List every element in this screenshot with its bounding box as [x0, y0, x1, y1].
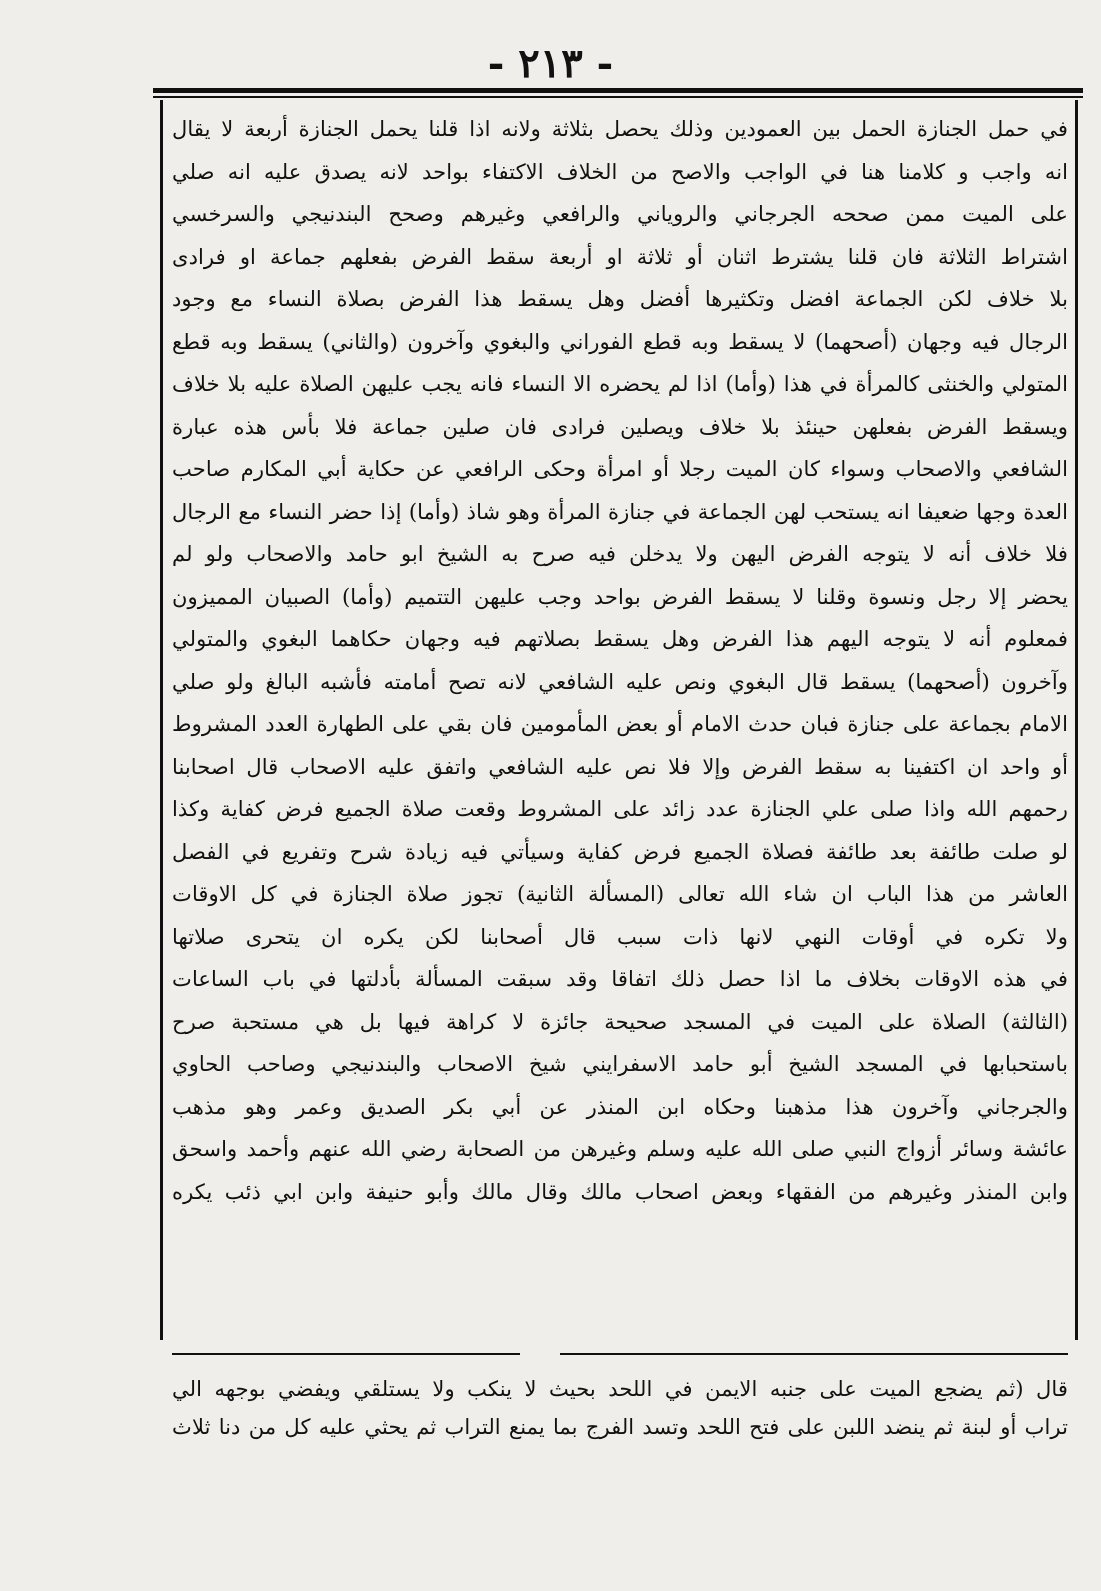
text-line: لو صلت طائفة بعد طائفة فصلاة الجميع فرض كفاية وسيأتي فيه زيادة شرح وتفريع في الفصل	[172, 838, 1068, 864]
text-line: المتولي والخنثى كالمرأة في هذا (وأما) اذا لم يحضره الا النساء فانه يجب عليهن الصلاة عليه بلا خلاف	[172, 371, 1068, 396]
footnote-text	[172, 1370, 1068, 1446]
text-line: عائشة وسائر أزواج النبي صلى الله عليه وسلم وغيرهن من الصحابة رضي الله عنهم وأحمد واسحق	[172, 1136, 1068, 1161]
page-number: - ٢١٣ -	[487, 40, 614, 87]
text-line: العاشر من هذا الباب ان شاء الله تعالى (المسألة الثانية) تجوز صلاة الجنازة في كل الاوقات	[172, 881, 1068, 906]
text-line: فمعلوم أنه لا يتوجه اليهم هذا الفرض وهل يسقط بصلاتهم فيه وجهان حكاهما البغوي والمتولي	[172, 626, 1068, 651]
text-line: رحمهم الله واذا صلى علي الجنازة عدد زائد على المشروط وقعت صلاة الجميع فرض كفاية وكذا	[172, 796, 1068, 821]
text-line: وآخرون (أصحهما) يسقط قال البغوي ونص عليه الشافعي لانه تصح أمامته فأشبه البالغ ولو صلي	[172, 668, 1068, 694]
text-line: العدة وجها ضعيفا انه يستحب لهن الجماعة في جنازة المرأة وهو شاذ (وأما) إذا حضر النساء مع الرجال	[172, 498, 1068, 524]
text-line: الشافعي والاصحاب وسواء كان الميت رجلا أو امرأة وحكى الرافعي عن حكاية أبي المكارم صاحب	[172, 456, 1068, 481]
text-line: في حمل الجنازة الحمل بين العمودين وذلك يحصل بثلاثة ولانه اذا قلنا يحمل الجنازة أربعة لا يقال	[172, 116, 1068, 141]
text-line: الرجال فيه وجهان (أصحهما) لا يسقط وبه قطع الفوراني والبغوي وآخرون (والثاني) يسقط وبه قطع	[172, 328, 1068, 354]
text-line: باستحبابها في المسجد الشيخ أبو حامد الاسفرايني شيخ الاصحاب والبندنيجي وصاحب الحاوي	[172, 1051, 1068, 1076]
footnote-line: تراب أو لبنة ثم ينضد اللبن على فتح اللحد وتسد الفرج بما يمنع التراب ثم يحثي عليه كل من دنا ثلاث	[172, 1414, 1068, 1439]
text-line: والجرجاني وآخرون هذا مذهبنا وحكاه ابن المنذر عن أبي بكر الصديق وعمر وهو مذهب	[172, 1093, 1068, 1119]
main-text	[172, 108, 1068, 1348]
text-line: انه واجب و كلامنا هنا في الواجب والاصح من الخلاف الاكتفاء بواحد لانه يصدق عليه انه صلي	[172, 158, 1068, 184]
text-line: أو واحد ان اكتفينا به سقط الفرض وإلا فلا نص عليه الشافعي واتفق عليه الاصحاب قال اصحابنا	[172, 753, 1068, 779]
text-line: اشتراط الثلاثة فان قلنا يشترط اثنان أو ثلاثة او أربعة سقط الفرض بفعلهم جماعة او فرادى	[172, 243, 1068, 269]
text-line: يحضر إلا رجل ونسوة وقلنا لا يسقط الفرض بواحد وجب عليهن التتميم (وأما) الصبيان المميزون	[172, 583, 1068, 609]
text-line: بلا خلاف لكن الجماعة افضل وتكثيرها أفضل وهل يسقط هذا الفرض بصلاة النساء مع وجود	[172, 286, 1068, 311]
top-rule-thin	[153, 96, 1083, 98]
text-line: في هذه الاوقات بخلاف ما اذا حصل ذلك اتفاقا وقد سبقت المسألة بأدلتها في باب الساعات	[172, 966, 1068, 991]
footnote-divider-left	[172, 1353, 520, 1355]
text-line: فلا خلاف أنه لا يتوجه الفرض اليهن ولا يدخلن فيه صرح به الشيخ ابو حامد والاصحاب ولو لم	[172, 541, 1068, 566]
text-line: وابن المنذر وغيرهم من الفقهاء وبعض اصحاب مالك وقال مالك وأبو حنيفة وابن ابي ذئب يكره	[172, 1178, 1068, 1204]
text-line: الامام بجماعة على جنازة فبان حدث الامام أو بعض المأمومين فان بقي على الطهارة العدد المشروط	[172, 711, 1068, 736]
text-line: (الثالثة) الصلاة على الميت في المسجد صحيحة جائزة لا كراهة فيها بل هي مستحبة صرح	[172, 1008, 1068, 1034]
top-rule-thick	[153, 88, 1083, 93]
text-line: ولا تكره في أوقات النهي لانها ذات سبب قال أصحابنا لكن يكره ان يتحرى صلاتها	[172, 923, 1068, 949]
footnote-divider-right	[560, 1353, 1068, 1355]
text-line: على الميت ممن صححه الجرجاني والروياني والرافعي وغيرهم وصحح البندنيجي والسرخسي	[172, 201, 1068, 226]
text-line: ويسقط الفرض بفعلهن حينئذ بلا خلاف ويصلين فرادى فان صلين جماعة فلا بأس هذه عبارة	[172, 413, 1068, 439]
footnote-line: قال (ثم يضجع الميت على جنبه الايمن في اللحد بحيث لا ينكب ولا يستلقي ويفضي بوجهه الي	[172, 1376, 1068, 1401]
